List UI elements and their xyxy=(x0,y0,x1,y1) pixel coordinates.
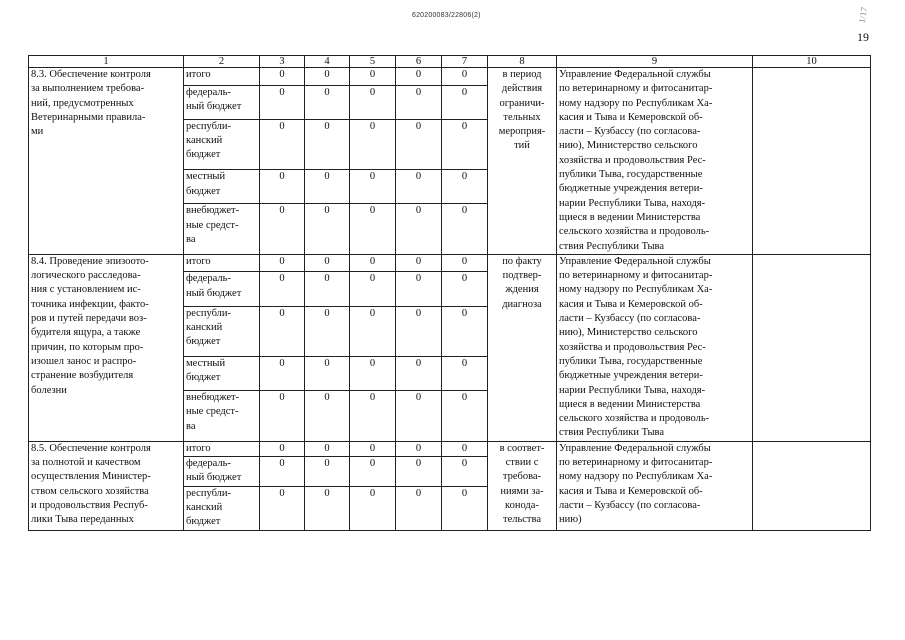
funding-value: 0 xyxy=(442,486,488,530)
funding-value: 0 xyxy=(260,119,305,170)
table-row xyxy=(29,254,871,272)
column-header: 2 xyxy=(184,56,260,68)
responsible-executors: Управление Федеральной службы по ветеринарному и фитосанитар- ному надзору по Республикам Ха- касия и Тыва и Кемеровской об- ласти – Кузбассу (по согласова- нию) xyxy=(557,441,753,530)
funding-source: внебюджет- ные средст- ва xyxy=(184,204,260,255)
funding-value: 0 xyxy=(260,391,305,442)
funding-value: 0 xyxy=(305,119,350,170)
funding-value: 0 xyxy=(305,486,350,530)
document-id: 620200083/22806(2) xyxy=(412,12,481,19)
funding-value: 0 xyxy=(305,170,350,204)
funding-value: 0 xyxy=(350,119,396,170)
funding-value: 0 xyxy=(260,170,305,204)
funding-value: 0 xyxy=(396,254,442,272)
funding-value: 0 xyxy=(260,85,305,119)
funding-source: итого xyxy=(184,68,260,86)
task-description: 8.5. Обеспечение контроля за полнотой и качеством осуществления Министер- ством сельского хозяйства и продовольствия Респуб- лики Тыва переданных xyxy=(29,441,184,530)
funding-value: 0 xyxy=(396,306,442,357)
funding-value: 0 xyxy=(442,204,488,255)
funding-value: 0 xyxy=(442,272,488,306)
funding-source: федераль- ный бюджет xyxy=(184,457,260,487)
responsible-executors: Управление Федеральной службы по ветеринарному и фитосанитар- ному надзору по Республикам Ха- касия и Тыва и Кемеровской об- ласти – Кузбассу (по согласова- нию), Министерство сельского хозяйства и продовольствия Рес- публики Тыва, государственные бюджетные учреждения ветери- нарии Республики Тыва, находя- щиеся в ведении Министерства сельского хозяйства и продоволь- ствия Республики Тыва xyxy=(557,68,753,255)
column-header: 9 xyxy=(557,56,753,68)
funding-value: 0 xyxy=(350,254,396,272)
funding-value: 0 xyxy=(396,272,442,306)
page-stamp: 1/17 xyxy=(856,6,870,24)
funding-value: 0 xyxy=(305,85,350,119)
funding-value: 0 xyxy=(305,457,350,487)
funding-value: 0 xyxy=(442,457,488,487)
funding-value: 0 xyxy=(350,170,396,204)
funding-value: 0 xyxy=(305,391,350,442)
funding-value: 0 xyxy=(396,119,442,170)
funding-value: 0 xyxy=(442,441,488,456)
table-row xyxy=(29,68,871,86)
funding-value: 0 xyxy=(260,204,305,255)
funding-source: итого xyxy=(184,441,260,456)
execution-term: в соответ- ствии с требова- ниями за- конода- тельства xyxy=(488,441,557,530)
execution-term: по факту подтвер- ждения диагноза xyxy=(488,254,557,441)
column-10-cell xyxy=(753,441,871,530)
funding-value: 0 xyxy=(260,357,305,391)
funding-value: 0 xyxy=(305,204,350,255)
funding-value: 0 xyxy=(350,306,396,357)
funding-value: 0 xyxy=(350,68,396,86)
funding-value: 0 xyxy=(260,441,305,456)
funding-value: 0 xyxy=(442,170,488,204)
funding-value: 0 xyxy=(260,457,305,487)
funding-source: республи- канский бюджет xyxy=(184,119,260,170)
funding-value: 0 xyxy=(396,391,442,442)
funding-source: республи- канский бюджет xyxy=(184,486,260,530)
responsible-executors: Управление Федеральной службы по ветеринарному и фитосанитар- ному надзору по Республикам Ха- касия и Тыва и Кемеровской об- ласти – Кузбассу (по согласова- нию), Министерство сельского хозяйства и продовольствия Рес- публики Тыва, государственные бюджетные учреждения ветери- нарии Республики Тыва, находя- щиеся в ведении Министерства сельского хозяйства и продоволь- ствия Республики Тыва xyxy=(557,254,753,441)
funding-value: 0 xyxy=(305,357,350,391)
funding-value: 0 xyxy=(305,254,350,272)
column-header: 6 xyxy=(396,56,442,68)
column-header: 1 xyxy=(29,56,184,68)
funding-source: местный бюджет xyxy=(184,170,260,204)
funding-value: 0 xyxy=(305,441,350,456)
funding-source: внебюджет- ные средст- ва xyxy=(184,391,260,442)
funding-value: 0 xyxy=(396,441,442,456)
funding-value: 0 xyxy=(396,68,442,86)
funding-value: 0 xyxy=(350,391,396,442)
funding-value: 0 xyxy=(396,486,442,530)
funding-value: 0 xyxy=(305,68,350,86)
column-header: 4 xyxy=(305,56,350,68)
funding-value: 0 xyxy=(260,272,305,306)
page-number: 19 xyxy=(857,30,869,44)
column-header: 8 xyxy=(488,56,557,68)
column-10-cell xyxy=(753,254,871,441)
funding-value: 0 xyxy=(260,254,305,272)
funding-source: итого xyxy=(184,254,260,272)
funding-value: 0 xyxy=(305,306,350,357)
funding-value: 0 xyxy=(350,204,396,255)
funding-source: республи- канский бюджет xyxy=(184,306,260,357)
funding-value: 0 xyxy=(442,391,488,442)
funding-value: 0 xyxy=(305,272,350,306)
funding-value: 0 xyxy=(442,254,488,272)
funding-value: 0 xyxy=(350,457,396,487)
task-description: 8.3. Обеспечение контроля за выполнением требова- ний, предусмотренных Ветеринарными правила- ми xyxy=(29,68,184,255)
funding-value: 0 xyxy=(442,85,488,119)
funding-source: местный бюджет xyxy=(184,357,260,391)
header-row xyxy=(29,56,871,68)
funding-value: 0 xyxy=(350,486,396,530)
table-row xyxy=(29,441,871,456)
column-10-cell xyxy=(753,68,871,255)
funding-value: 0 xyxy=(396,457,442,487)
column-header: 10 xyxy=(753,56,871,68)
table-body xyxy=(29,56,871,531)
funding-value: 0 xyxy=(260,68,305,86)
funding-value: 0 xyxy=(442,306,488,357)
funding-value: 0 xyxy=(350,85,396,119)
task-description: 8.4. Проведение эпизоото- логического расследова- ния с установлением ис- точника инфекции, факто- ров и путей передачи воз- будителя ящура, а также причин, по которым про- изошел занос и распро- странение возбудителя болезни xyxy=(29,254,184,441)
funding-value: 0 xyxy=(350,441,396,456)
funding-value: 0 xyxy=(396,85,442,119)
column-header: 5 xyxy=(350,56,396,68)
funding-value: 0 xyxy=(442,119,488,170)
funding-value: 0 xyxy=(442,68,488,86)
column-header: 7 xyxy=(442,56,488,68)
funding-value: 0 xyxy=(350,272,396,306)
execution-term: в период действия ограничи- тельных мероприя- тий xyxy=(488,68,557,255)
funding-source: федераль- ный бюджет xyxy=(184,272,260,306)
measures-table xyxy=(28,55,871,531)
funding-value: 0 xyxy=(442,357,488,391)
funding-source: федераль- ный бюджет xyxy=(184,85,260,119)
funding-value: 0 xyxy=(396,204,442,255)
funding-value: 0 xyxy=(260,486,305,530)
funding-value: 0 xyxy=(350,357,396,391)
column-header: 3 xyxy=(260,56,305,68)
funding-value: 0 xyxy=(260,306,305,357)
funding-value: 0 xyxy=(396,357,442,391)
funding-value: 0 xyxy=(396,170,442,204)
